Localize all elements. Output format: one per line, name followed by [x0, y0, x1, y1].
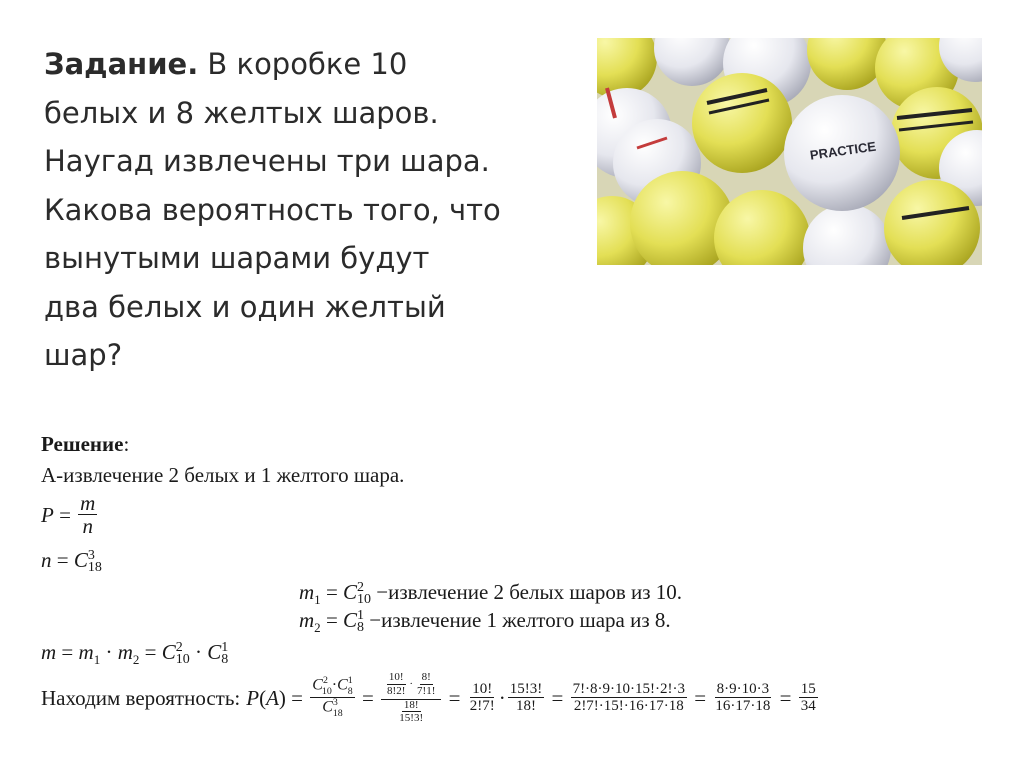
solution-title-line: Решение: [41, 432, 130, 456]
solution-title: Решение [41, 432, 124, 456]
find-probability-label: Находим вероятность: [41, 685, 241, 710]
task-line-5: вынутыми шарами будут [44, 241, 430, 275]
m2-description: −извлечение 1 желтого шара из 8. [369, 608, 671, 632]
event-definition: А-извлечение 2 белых и 1 желтого шара. [41, 463, 405, 487]
formula-m: $m = m_1 \cdot m_2 = C2$ 10 · C1 8 [41, 639, 229, 668]
ball-logo: PRACTICE [809, 138, 877, 163]
task-line-7: шар? [44, 338, 123, 372]
probability-calculation: Находим вероятность: P ( A ) = $\frac{C^2_{10}\cdot C^1_8}{C^3_{18}}$ = $\frac{10!}{8!2!}$ · $\frac{8!}{7!1!}$ $\frac{18!}{15!3!}$ = $\frac{10!}{2!7!}$ · $\frac{15!3!}{18!}$ = $\frac{7!\cdot 8\cdot 9\cdot 10\cdot 15!\cdot 2!\cdot 3}{2!7!\cdot 15!\cdot 16\cdot 17\cdot 18}$ = $\frac{8\cdot 9\cdot 10\cdot 3}{16\cdot 17\cdot 18}$ = $\frac{15}{34}$ [41, 671, 816, 725]
task-line-1: В коробке 10 [198, 47, 408, 81]
task-line-4: Какова вероятность того, что [44, 192, 501, 227]
task-line-2: белых и 8 желтых шаров. [44, 95, 439, 130]
formula-p: P = $\frac{m}{n}$ [41, 491, 96, 539]
task-line-6: два белых и один желтый [44, 289, 446, 324]
formula-n: n = C3 18 [41, 547, 102, 576]
solution-block [41, 0, 1001, 767]
m1-description: −извлечение 2 белых шаров из 10. [376, 580, 683, 604]
formula-m1: $m_1 = C2$ 10 −извлечение 2 белых шаров из 10. [299, 579, 683, 608]
task-line-3: Наугад извлечены три шара. [44, 144, 490, 178]
formula-m2: $m_2 = C1$ 8 −извлечение 1 желтого шара из 8. [299, 607, 671, 636]
task-label: Задание. [44, 47, 199, 81]
